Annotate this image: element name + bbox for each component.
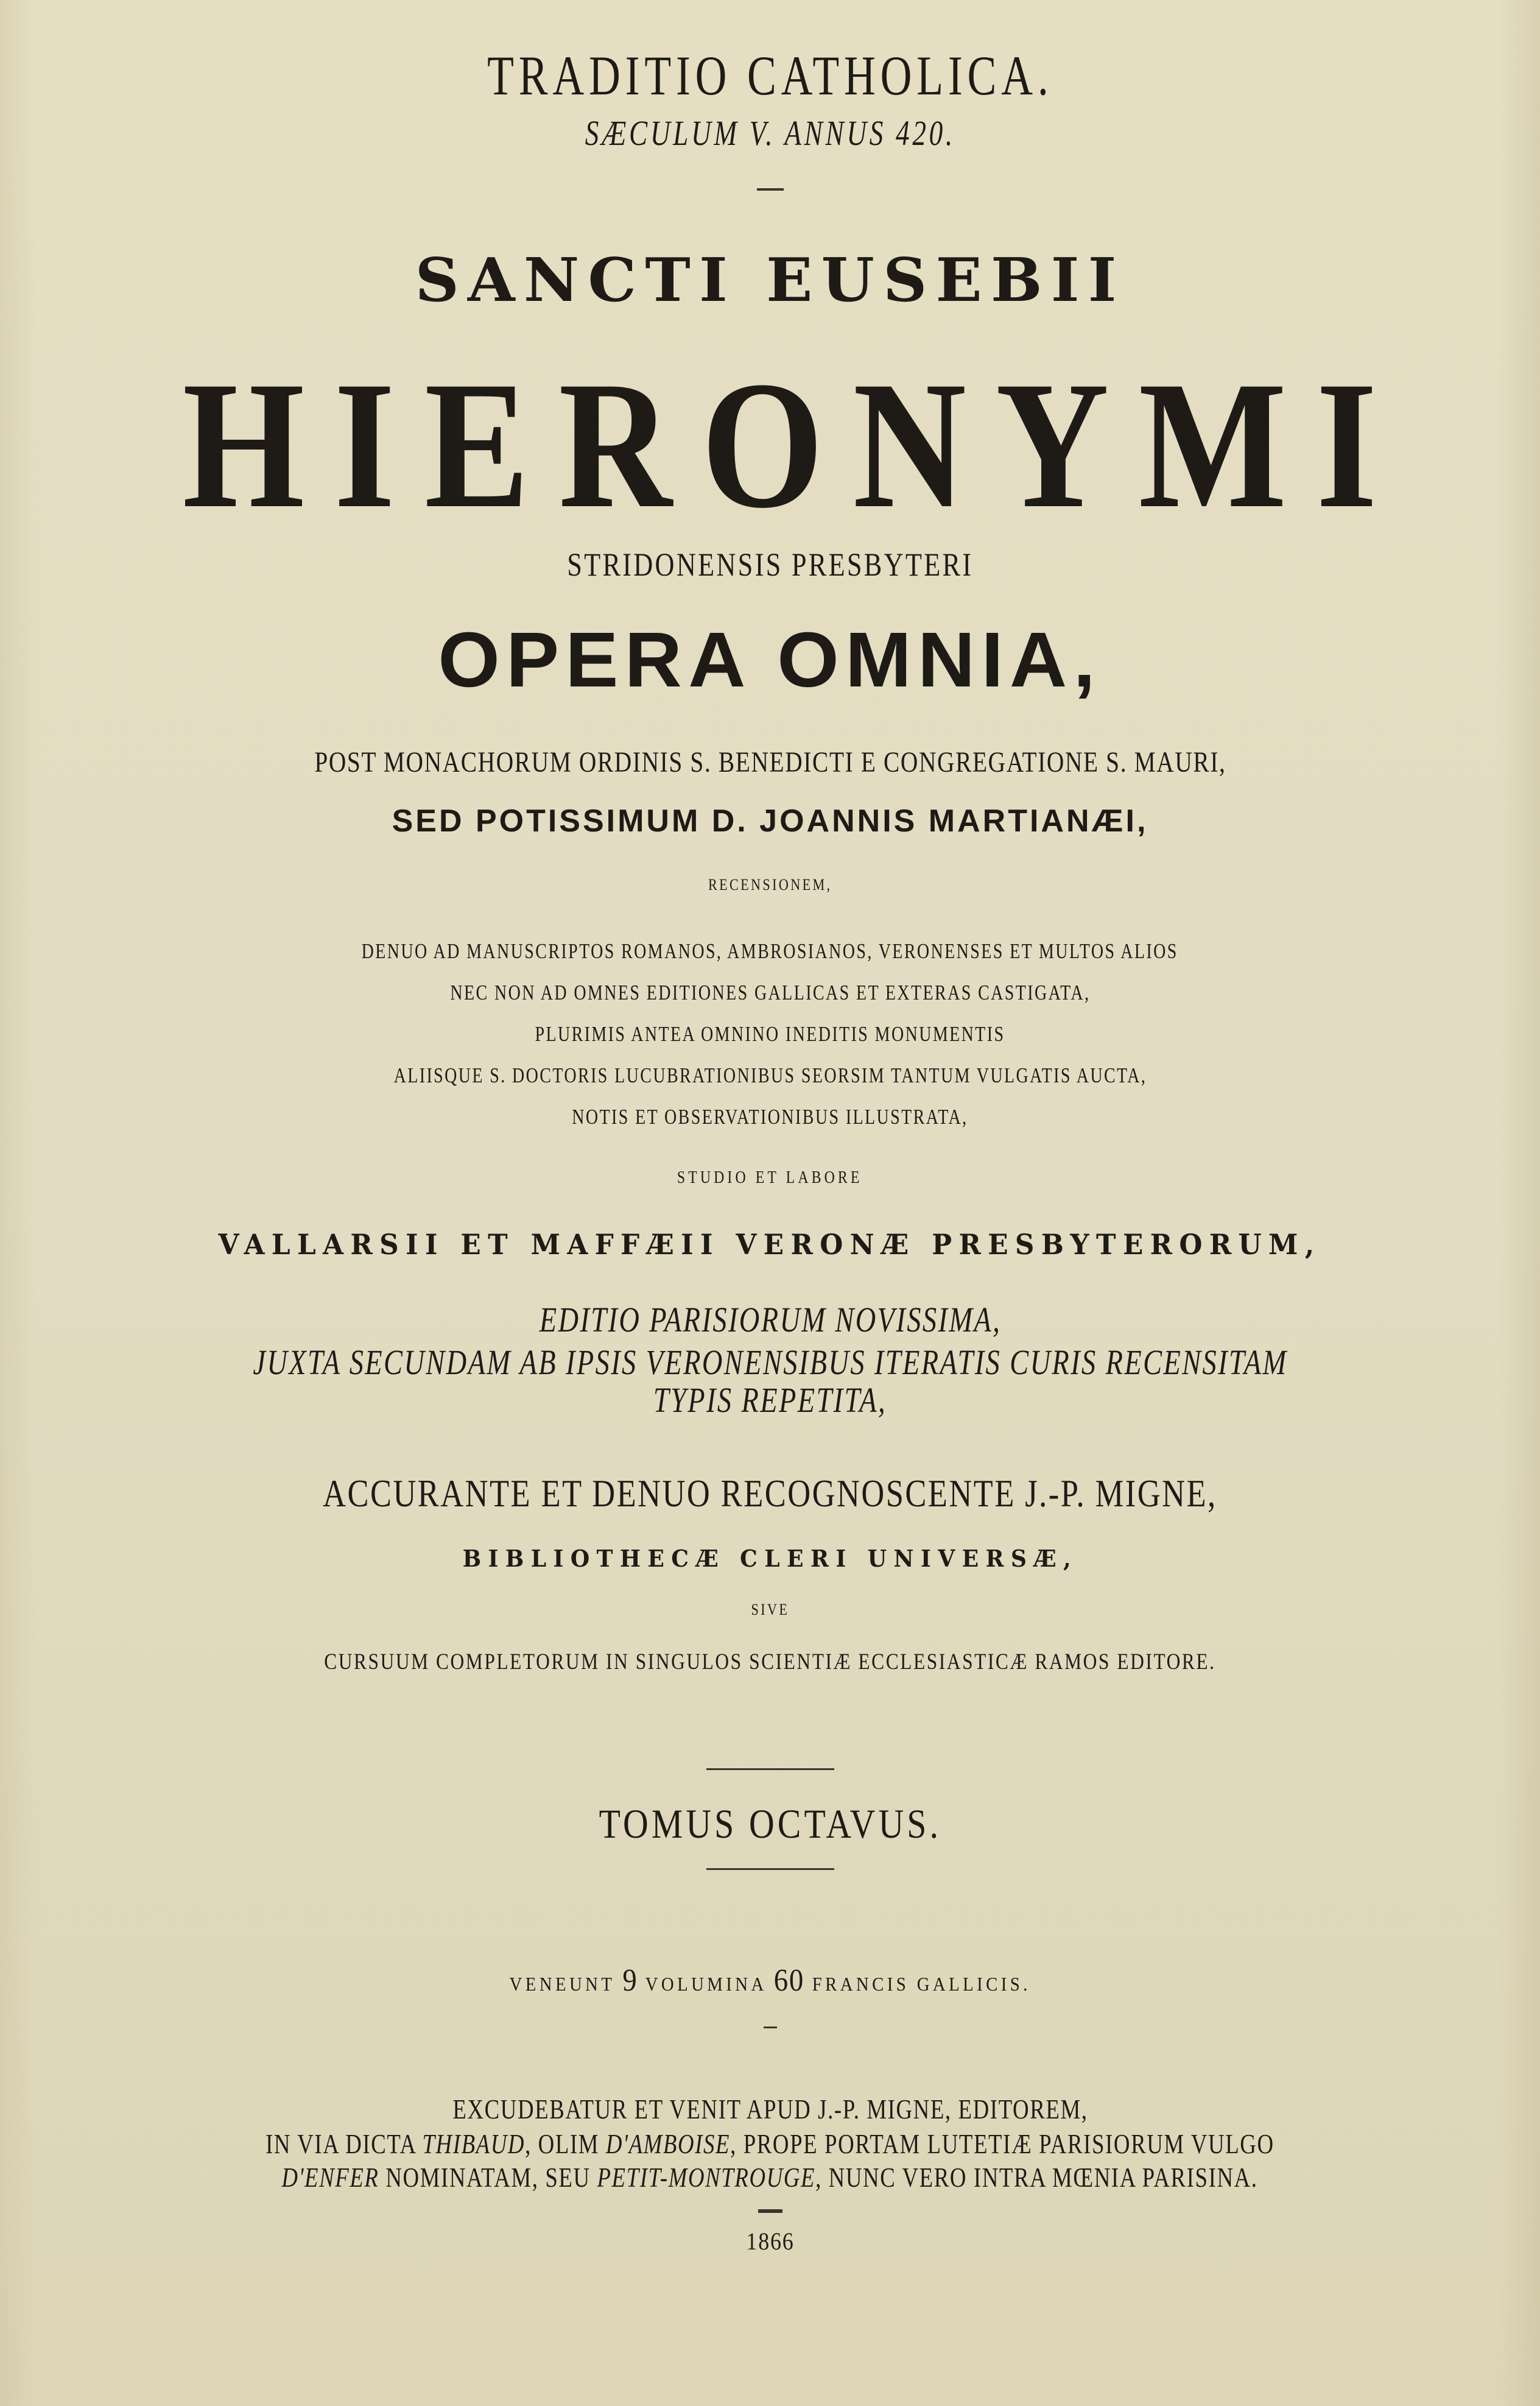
editors-sed-line: SED POTISSIMUM D. JOANNIS MARTIANÆI, [392, 803, 1148, 839]
main-title: HIERONYMI [182, 344, 1407, 546]
title-subtitle: STRIDONENSIS PRESBYTERI [566, 546, 974, 583]
divider-rule [706, 1868, 834, 1870]
description-line: NEC NON AD OMNES EDITIONES GALLICAS ET EXTERAS CASTIGATA, [449, 981, 1091, 1004]
bibliothecae-line: BIBLIOTHECÆ CLERI UNIVERSÆ, [462, 1545, 1078, 1572]
imprint-line: IN VIA DICTA THIBAUD, OLIM D'AMBOISE, PROPE PORTAM LUTETIÆ PARISIORUM VULGO [265, 2128, 1275, 2159]
description-line: ALIISQUE S. DOCTORIS LUCUBRATIONIBUS SEORSIM TANTUM VULGATIS AUCTA, [393, 1064, 1147, 1087]
title-prefix: SANCTI EUSEBII [415, 245, 1125, 316]
series-title: TRADITIO CATHOLICA. [487, 44, 1053, 107]
recensionem-line: RECENSIONEM, [708, 876, 832, 894]
edition-line: JUXTA SECUNDAM AB IPSIS VERONENSIBUS ITERATIS CURIS RECENSITAM [252, 1342, 1288, 1382]
publication-year: 1866 [745, 2228, 795, 2255]
divider-rule [757, 188, 784, 191]
authors-line: VALLARSII ET MAFFÆII VERONÆ PRESBYTERORUM, [219, 1228, 1321, 1261]
period-line: SÆCULUM V. ANNUS 420. [585, 113, 955, 153]
divider-rule [706, 1768, 834, 1770]
editors-post-line: POST MONACHORUM ORDINIS S. BENEDICTI E CONGREGATIONE S. MAURI, [314, 746, 1226, 778]
cursuum-line: CURSUUM COMPLETORUM IN SINGULOS SCIENTIÆ ECCLESIASTICÆ RAMOS EDITORE. [324, 1649, 1216, 1674]
studio-line: STUDIO ET LABORE [677, 1168, 863, 1187]
description-line: DENUO AD MANUSCRIPTOS ROMANOS, AMBROSIANOS, VERONENSES ET MULTOS ALIOS [361, 939, 1179, 963]
divider-rule [764, 2027, 777, 2028]
price-line: VENEUNT 9 VOLUMINA 60 FRANCIS GALLICIS. [509, 1963, 1031, 1998]
sive-line: SIVE [751, 1601, 789, 1618]
edition-line: TYPIS REPETITA, [653, 1380, 887, 1420]
imprint-line: D'ENFER NOMINATAM, SEU PETIT-MONTROUGE, NUNC VERO INTRA MŒNIA PARISINA. [281, 2162, 1259, 2193]
imprint-line: EXCUDEBATUR ET VENIT APUD J.-P. MIGNE, EDITOREM, [452, 2094, 1088, 2125]
description-line: NOTIS ET OBSERVATIONIBUS ILLUSTRATA, [572, 1105, 968, 1129]
description-line: PLURIMIS ANTEA OMNINO INEDITIS MONUMENTIS [535, 1022, 1005, 1046]
divider-rule [758, 2209, 782, 2213]
work-title: OPERA OMNIA, [438, 616, 1102, 704]
accurante-line: ACCURANTE ET DENUO RECOGNOSCENTE J.-P. MIGNE, [323, 1472, 1217, 1515]
edition-line: EDITIO PARISIORUM NOVISSIMA, [539, 1300, 1001, 1339]
volume-title: TOMUS OCTAVUS. [599, 1801, 941, 1847]
